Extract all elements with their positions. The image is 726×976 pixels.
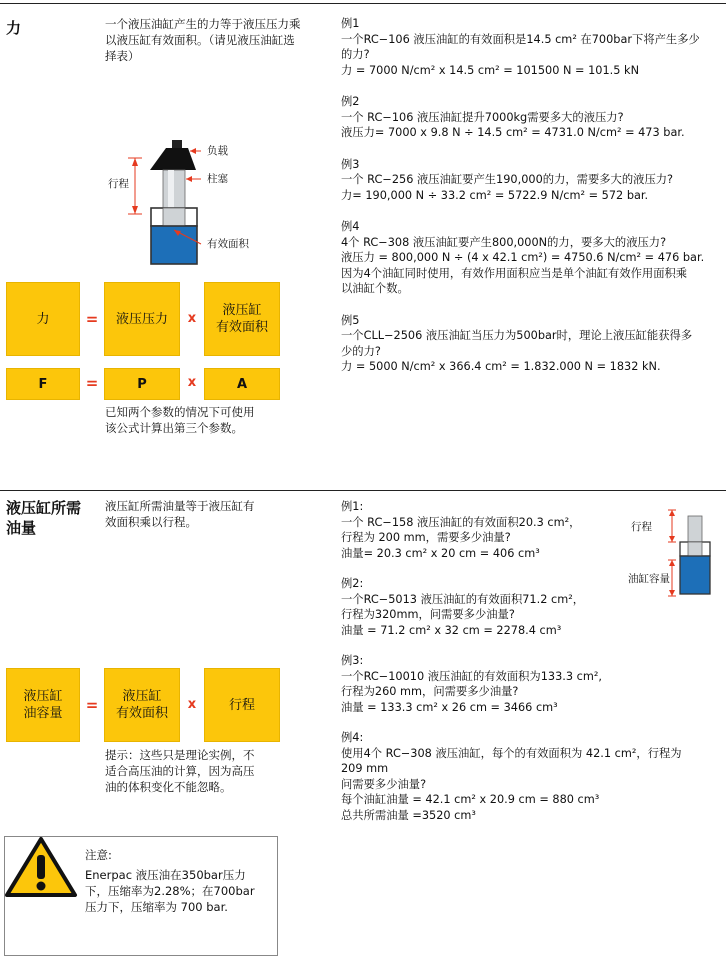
formula-pressure-box: 液压压力 bbox=[104, 282, 180, 356]
multiply-sign-2: x bbox=[187, 375, 197, 390]
formula-stroke-box: 行程 bbox=[204, 668, 280, 742]
formula-a-box: A bbox=[204, 368, 280, 400]
effective-area-label: 有效面积 bbox=[207, 238, 249, 250]
example-title: 例1: bbox=[341, 500, 364, 513]
formula-force-box: 力 bbox=[6, 282, 80, 356]
force-examples: 例1 一个RC−106 液压油缸的有效面积是14.5 cm² 在700bar下将产生多少 的力? 力 = 7000 N/cm² x 14.5 cm² = 101500 N = 101.5 kN 例2 一个 RC−106 液压油缸提升7000kg需要多大的液压力? 液压力= 7000 x 9.8 N ÷ 14.5 cm² = 4731.0 N/cm² = 473 bar. 例3 一个 RC−256 液压油缸要产生190,000的力，需要多大的液压力? 力= 190,000 N ÷ 33.2 cm² = 5722.9 N/cm² = 572 bar. 例4 4个 RC−308 液压油缸要产生800,000N的力，要多大的液压力? 液压力 = 800,000 N ÷ (4 x 42.1 cm²) = 4750.6 N/cm² = 476 bar. 因为4个油缸同时使用，有效作用面积应当是单个油缸有效作用面积乘 以油缸个数。 例5 一个CLL−2506 液压油缸当压力为500bar时，理论上液压缸能获得多 少的力? 力 = 5000 N/cm² x 366.4 cm² = 1.832.000 N = 1832 kN. bbox=[341, 16, 723, 375]
section-force-heading: 力 bbox=[6, 19, 22, 37]
example-title: 例3: bbox=[341, 654, 364, 667]
formula-oil-volume-box: 液压缸 油容量 bbox=[6, 668, 80, 742]
section-oil-heading: 液压缸所需 油量 bbox=[6, 499, 82, 537]
section-divider bbox=[0, 490, 726, 491]
warning-box bbox=[4, 836, 278, 956]
section-oil-description: 液压缸所需油量等于液压缸有 效面积乘以行程。 bbox=[105, 499, 255, 529]
example-title: 例1 bbox=[341, 17, 360, 30]
stroke-label: 行程 bbox=[108, 178, 129, 190]
formula-oil-area-box: 液压缸 有效面积 bbox=[104, 668, 180, 742]
example-title: 例2 bbox=[341, 95, 360, 108]
warning-icon bbox=[3, 835, 79, 901]
warning-text: 注意: Enerpac 液压油在350bar压力 下，压缩率为2.28%；在700bar 压力下，压缩率为 700 bar. bbox=[85, 848, 255, 914]
example-title: 例4 bbox=[341, 220, 360, 233]
top-rule bbox=[0, 3, 726, 4]
cylinder-force-diagram bbox=[108, 138, 288, 270]
example-title: 例3 bbox=[341, 157, 360, 171]
plunger-label: 柱塞 bbox=[207, 173, 228, 185]
formula-note: 已知两个参数的情况下可使用 该公式计算出第三个参数。 bbox=[105, 405, 255, 435]
formula-f-box: F bbox=[6, 368, 80, 400]
example-title: 例5 bbox=[341, 313, 360, 327]
formula-area-box: 液压缸 有效面积 bbox=[204, 282, 280, 356]
load-label: 负载 bbox=[207, 145, 228, 157]
formula-p-box: P bbox=[104, 368, 180, 400]
equals-sign-2: = bbox=[85, 374, 99, 392]
oil-examples: 例1: 一个 RC−158 液压油缸的有效面积20.3 cm²， 行程为 200 mm，需要多少油量? 油量= 20.3 cm² x 20 cm = 406 cm³ 例2: 一个RC−5013 液压油缸的有效面积71.2 cm²， 行程为320mm，问需要多少油量? 油量 = 71.2 cm² x 32 cm = 2278.4 cm³ 例3: 一个RC−10010 液压油缸的有效面积为133.3 cm², 行程为260 mm，问需要多少油量? 油量 = 133.3 cm² x 26 cm = 3466 cm³ 例4: 使用4个 RC−308 液压油缸，每个的有效面积为 42.1 cm²，行程为 209 mm 问需要多少油量? 每个油缸油量 = 42.1 cm² x 20.9 cm = 880 cm³ 总共所需油量 =3520 cm³ bbox=[341, 499, 723, 823]
example-title: 例2: bbox=[341, 577, 364, 590]
oil-volume-label: 油缸容量 bbox=[628, 573, 670, 585]
section-force-description: 一个液压油缸产生的力等于液压压力乘以液压缸有效面积。（请见液压油缸选择表） bbox=[105, 17, 301, 63]
multiply-sign: x bbox=[187, 311, 197, 326]
equals-sign: = bbox=[85, 310, 99, 328]
oil-stroke-label: 行程 bbox=[631, 521, 652, 533]
tip-note: 提示：这些只是理论实例，不 适合高压油的计算，因为高压 油的体积变化不能忽略。 bbox=[105, 748, 255, 794]
equals-sign-3: = bbox=[85, 696, 99, 714]
multiply-sign-3: x bbox=[187, 697, 197, 712]
example-title: 例4: bbox=[341, 731, 364, 744]
